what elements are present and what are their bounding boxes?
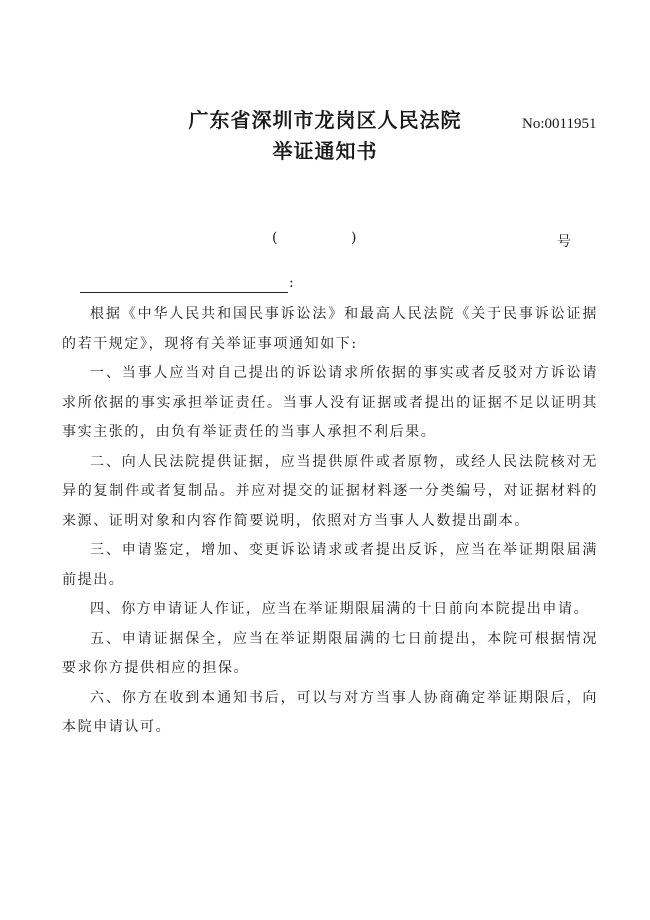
addressee-colon: : bbox=[289, 275, 294, 291]
court-name-heading: 广东省深圳市龙岗区人民法院 bbox=[188, 108, 462, 132]
clause-3-paragraph: 三、申请鉴定，增加、变更诉讼请求或者提出反诉，应当在举证期限届满前提出。 bbox=[62, 542, 598, 588]
clause-4-paragraph: 四、你方申请证人作证，应当在举证期限届满的十日前向本院提出申请。 bbox=[90, 601, 590, 617]
document-title: 举证通知书 bbox=[272, 139, 378, 163]
addressee-blank-line bbox=[80, 292, 288, 293]
case-number-suffix: 号 bbox=[557, 234, 571, 250]
clause-5-paragraph: 五、申请证据保全，应当在举证期限届满的七日前提出，本院可根据情况要求你方提供相应的担保。 bbox=[62, 630, 598, 676]
case-number-right-paren: ) bbox=[351, 230, 357, 246]
clause-2-paragraph: 二、向人民法院提供证据，应当提供原件或者原物，或经人民法院核对无异的复制件或者复制品。并应对提交的证据材料逐一分类编号，对证据材料的来源、证明对象和内容作简要说明，依照对方当事人人数提出副本。 bbox=[62, 453, 598, 529]
document-number: No:0011951 bbox=[522, 116, 597, 132]
intro-paragraph: 根据《中华人民共和国民事诉讼法》和最高人民法院《关于民事诉讼证据的若干规定》，现将有关举证事项通知如下: bbox=[62, 306, 598, 352]
clause-1-paragraph: 一、当事人应当对自己提出的诉讼请求所依据的事实或者反驳对方诉讼请求所依据的事实承担举证责任。当事人没有证据或者提出的证据不足以证明其事实主张的，由负有举证责任的当事人承担不利后果。 bbox=[62, 365, 598, 440]
case-number-left-paren: ( bbox=[272, 230, 278, 246]
clause-6-paragraph: 六、你方在收到本通知书后，可以与对方当事人协商确定举证期限后，向本院申请认可。 bbox=[62, 689, 598, 735]
notice-body bbox=[62, 300, 598, 743]
